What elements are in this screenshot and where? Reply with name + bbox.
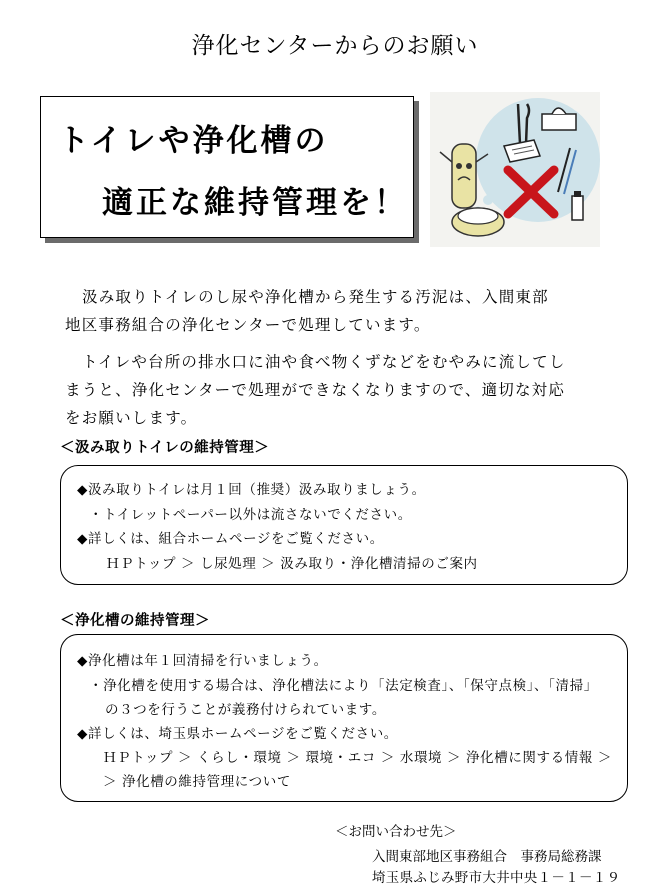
info-line: ◆浄化槽は年１回清掃を行いましょう。 <box>77 653 328 669</box>
septic-tank-info-box <box>60 634 628 802</box>
headline-box <box>40 96 414 238</box>
toilet-prohibition-illustration <box>430 92 600 247</box>
intro-paragraph-2-line-1: トイレや台所の排水口に油や食べ物くずなどをむやみに流してし <box>82 353 566 371</box>
contact-address: 埼玉県ふじみ野市大井中央１－１－１９ <box>372 870 621 886</box>
info-line: ・浄化槽を使用する場合は、浄化槽法により「法定検査」、「保守点検」、「清掃」 <box>89 678 598 694</box>
headline-line-1: トイレや浄化槽の <box>58 123 329 159</box>
contact-heading: ＜お問い合わせ先＞ <box>335 824 457 840</box>
bottle-icon <box>572 191 583 220</box>
intro-paragraph-2-line-2: まうと、浄化センターで処理ができなくなりますので、適切な対応 <box>65 381 566 399</box>
thought-bubble-dot <box>483 195 493 205</box>
pit-toilet-info-box <box>60 465 628 585</box>
headline-line-2: 適正な維持管理を！ <box>102 185 408 221</box>
info-line: の３つを行うことが義務付けられています。 <box>105 702 386 718</box>
info-line: ◆詳しくは、埼玉県ホームページをご覧ください。 <box>77 726 398 742</box>
navigation-path: ＨＰトップ ＞ くらし・環境 ＞ 環境・エコ ＞ 水環境 ＞ 浄化槽に関する情報 ＞ <box>103 750 612 766</box>
intro-paragraph-1 <box>65 283 625 339</box>
info-line: ・トイレットペーパー以外は流さないでください。 <box>89 507 412 523</box>
info-line: ◆汲み取りトイレは月１回（推奨）汲み取りましょう。 <box>77 482 426 498</box>
intro-paragraph-2-line-3: をお願いします。 <box>65 409 198 427</box>
section-heading-septic-tank: ＜浄化槽の維持管理＞ <box>60 613 210 629</box>
navigation-path: ＨＰトップ ＞ し尿処理 ＞ 汲み取り・浄化槽清掃のご案内 <box>106 556 478 572</box>
intro-paragraph-2 <box>65 348 625 432</box>
info-line: ◆詳しくは、組合ホームページをご覧ください。 <box>77 531 384 547</box>
intro-paragraph-1-line-2: 地区事務組合の浄化センターで処理しています。 <box>65 316 431 334</box>
contact-organization: 入間東部地区事務組合 事務局総務課 <box>372 849 602 865</box>
page-title: 浄化センターからのお願い <box>191 33 479 59</box>
section-heading-pit-toilet: ＜汲み取りトイレの維持管理＞ <box>60 440 270 456</box>
navigation-path: ＞ 浄化槽の維持管理について <box>103 774 291 790</box>
intro-paragraph-1-line-1: 汲み取りトイレのし尿や浄化槽から発生する汚泥は、入間東部 <box>82 288 549 306</box>
